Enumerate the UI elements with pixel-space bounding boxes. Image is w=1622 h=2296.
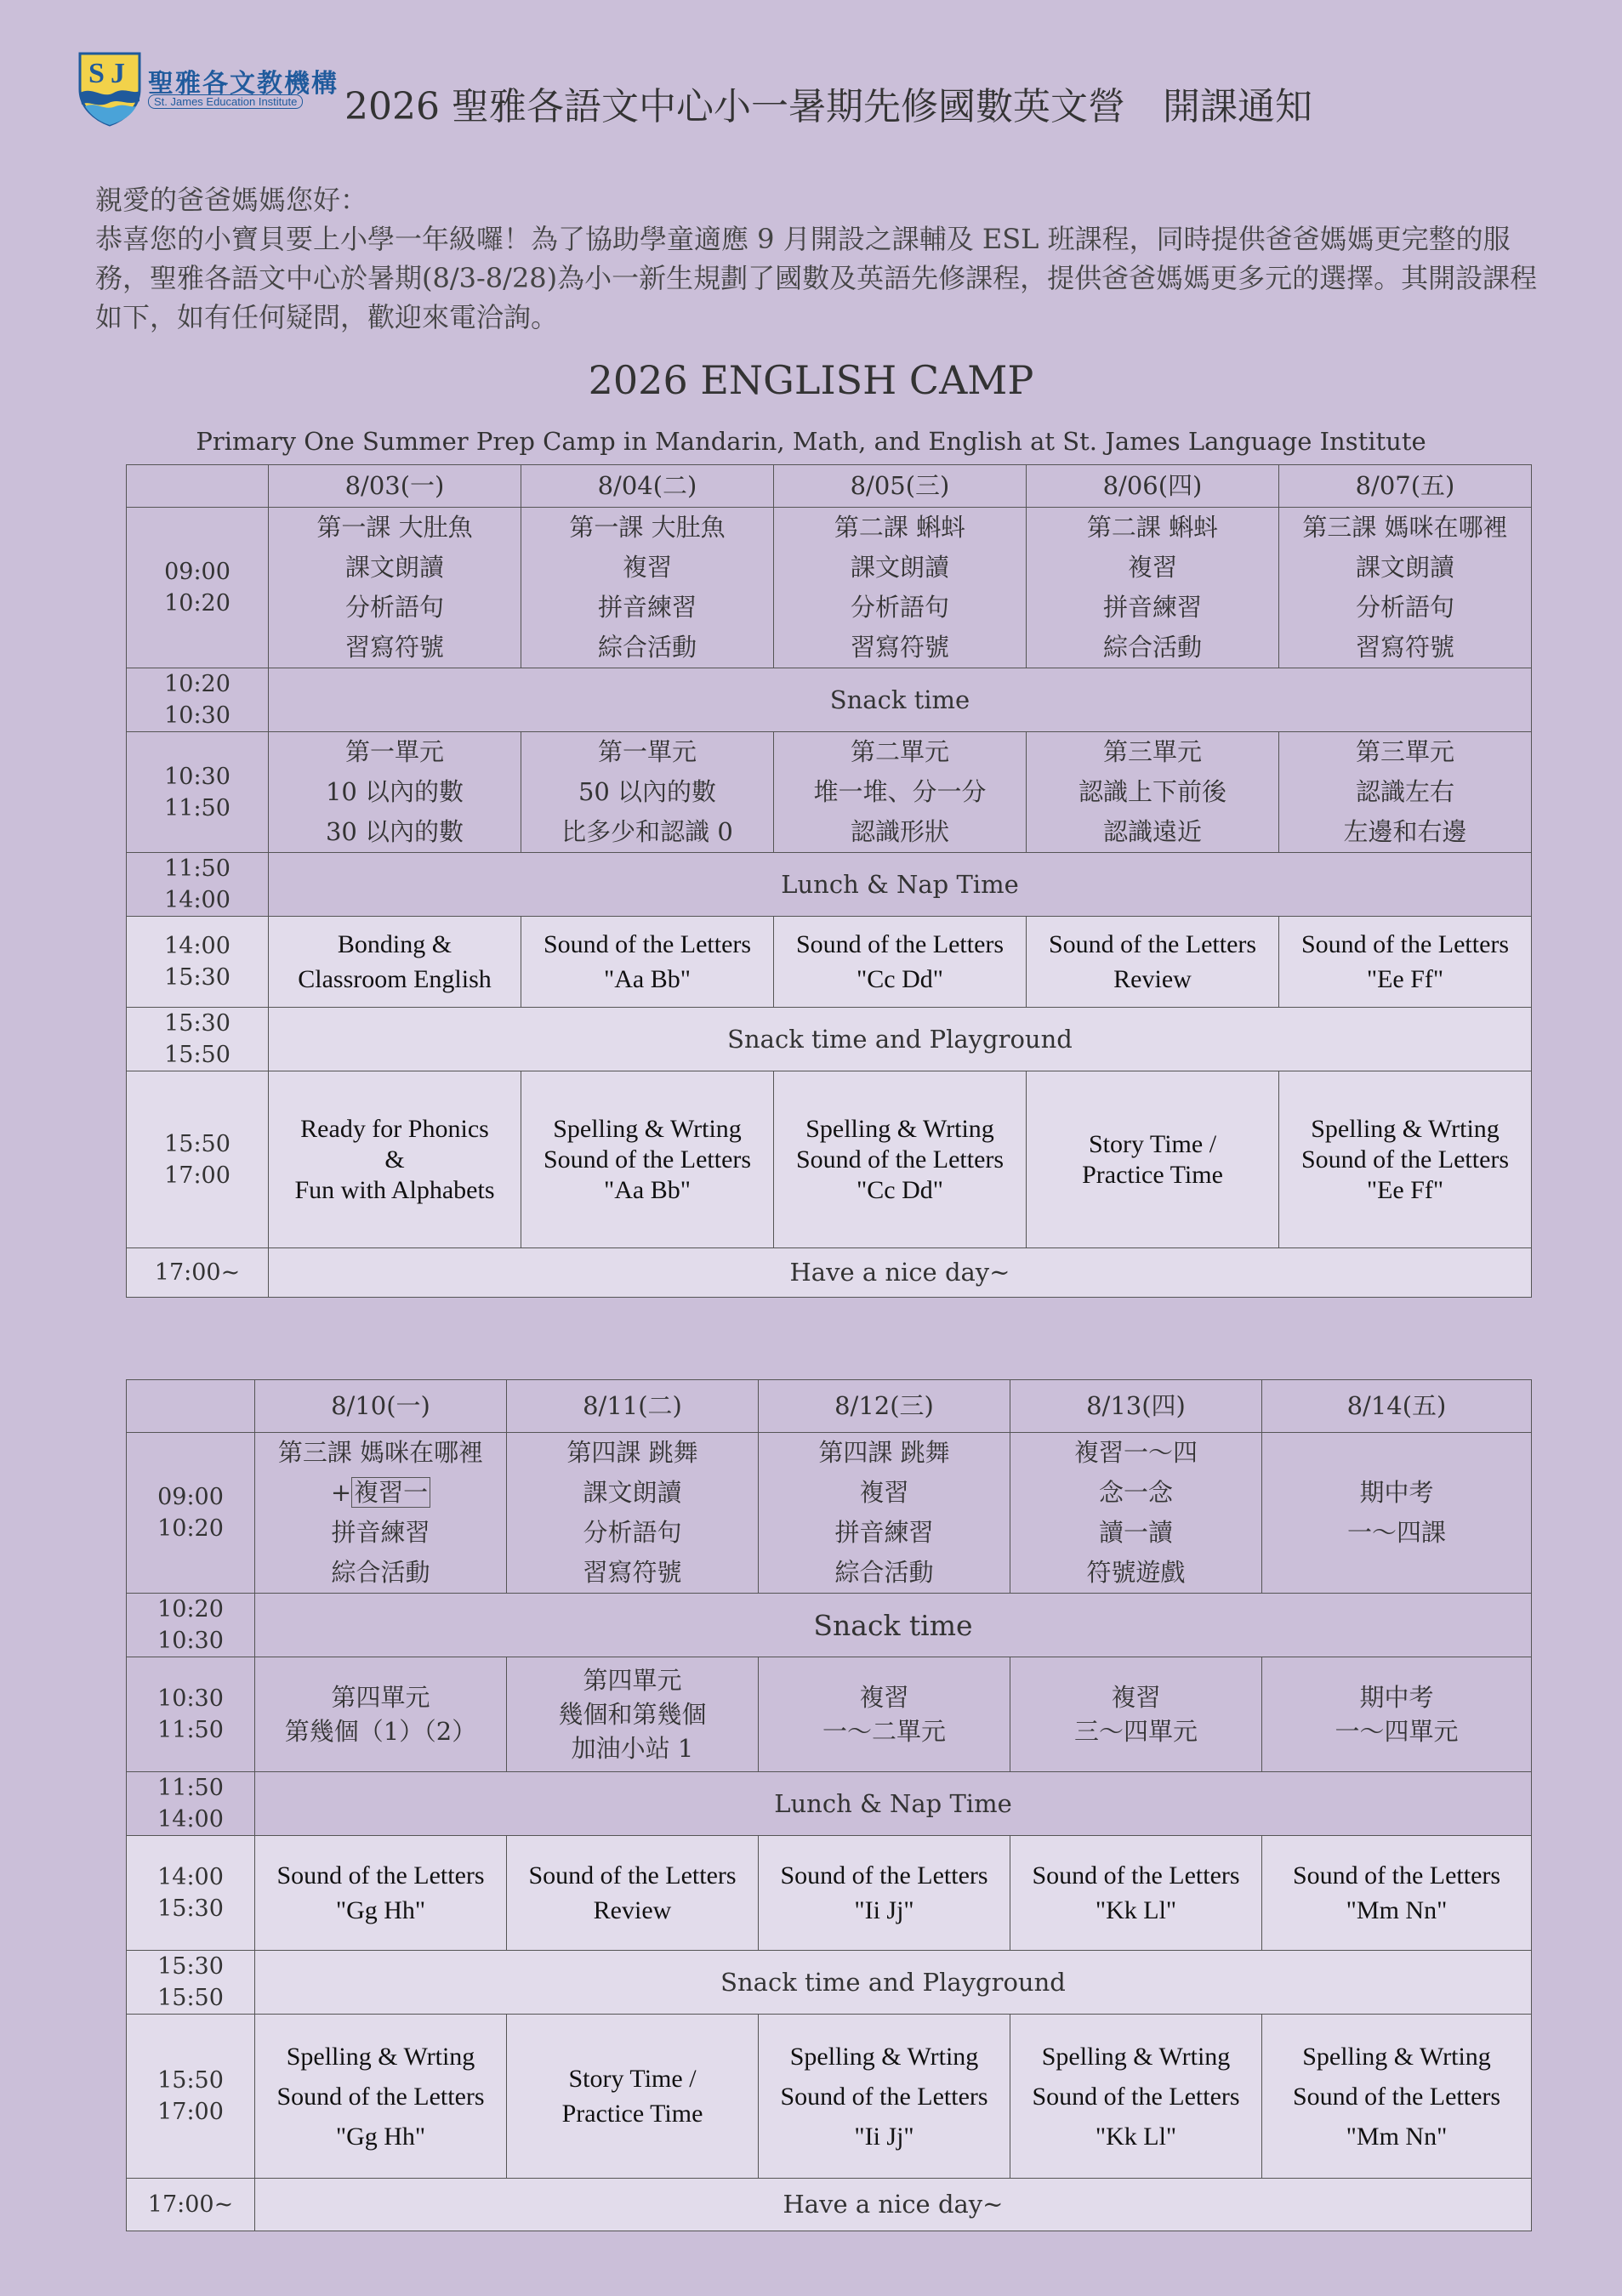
english-cell: Sound of the Letters "Aa Bb" [521,917,774,1008]
table-header-row [127,1380,1532,1433]
time-cell: 11:50 14:00 [127,1772,255,1836]
mandarin-cell: 第一課 大肚魚 複習 拼音練習 綜合活動 [521,508,774,668]
day-header: 8/07(五) [1279,465,1532,508]
math-cell: 第四單元 第幾個（1）（2） [255,1657,507,1772]
english-cell: Spelling & Wrting Sound of the Letters "Ii Jj" [759,2015,1010,2179]
time-cell: 11:50 14:00 [127,853,269,917]
day-header: 8/13(四) [1010,1380,1262,1433]
time-cell: 09:00 10:20 [127,508,269,668]
shield-logo-icon [77,50,143,127]
table-row [127,1657,1532,1772]
logo-chinese-name: 聖雅各文教機構 [148,69,339,99]
english-cell: Sound of the Letters "Ii Jj" [759,1836,1010,1951]
mandarin-cell: 第四課 跳舞 複習 拼音練習 綜合活動 [759,1433,1010,1594]
english-cell: Spelling & Wrting Sound of the Letters "Mm Nn" [1262,2015,1532,2179]
day-header: 8/10(一) [255,1380,507,1433]
math-cell: 第二單元 堆一堆、分一分 認識形狀 [774,732,1027,853]
page-title: 2026 聖雅各語文中心小一暑期先修國數英文營 開課通知 [344,85,1312,128]
day-header: 8/05(三) [774,465,1027,508]
mandarin-cell: 複習一～四 念一念 讀一讀 符號遊戲 [1010,1433,1262,1594]
english-cell: Story Time / Practice Time [1027,1071,1279,1248]
table-row [127,508,1532,668]
day-header: 8/04(二) [521,465,774,508]
table-header-row [127,465,1532,508]
closing-cell: Have a nice day~ [269,1248,1532,1298]
mandarin-cell: 第二課 蝌蚪 課文朗讀 分析語句 習寫符號 [774,508,1027,668]
time-cell: 10:20 10:30 [127,668,269,732]
time-cell: 15:30 15:50 [127,1951,255,2015]
english-cell: Spelling & Wrting Sound of the Letters "Kk Ll" [1010,2015,1262,2179]
time-cell: 10:30 11:50 [127,732,269,853]
time-cell: 17:00~ [127,2179,255,2231]
table-row [127,1433,1532,1594]
table-row [127,1248,1532,1298]
day-header: 8/03(一) [269,465,521,508]
corner-cell [127,465,269,508]
english-cell: Spelling & Wrting Sound of the Letters "Ee Ff" [1279,1071,1532,1248]
time-cell: 10:30 11:50 [127,1657,255,1772]
intro-body: 恭喜您的小寶貝要上小學一年級囉！為了協助學童適應 9 月開設之課輔及 ESL 班課程，同時提供爸爸媽媽更完整的服務，聖雅各語文中心於暑期(8/3-8/28)為小一新生規劃了國數及英語先修課程，提供爸爸媽媽更多元的選擇。其開設課程如下，如有任何疑問，歡迎來電洽詢。 [95,223,1538,333]
table-row [127,1772,1532,1836]
table-row [127,2179,1532,2231]
english-cell: Sound of the Letters "Cc Dd" [774,917,1027,1008]
time-cell: 14:00 15:30 [127,1836,255,1951]
english-cell: Story Time / Practice Time [507,2015,759,2179]
logo-english-name: St. James Education Institute [148,94,303,109]
institute-logo [77,47,339,128]
week2-schedule-table [126,1379,1532,2231]
snack-time-cell: Snack time [269,668,1532,732]
svg-text:J: J [111,58,125,89]
math-cell: 第三單元 認識左右 左邊和右邊 [1279,732,1532,853]
english-cell: Ready for Phonics & Fun with Alphabets [269,1071,521,1248]
corner-cell [127,1380,255,1433]
intro-greeting: 親愛的爸爸媽媽您好： [95,184,368,216]
camp-title: 2026 ENGLISH CAMP [588,357,1034,403]
time-cell: 10:20 10:30 [127,1594,255,1657]
english-cell: Sound of the Letters Review [507,1836,759,1951]
snack-time-cell: Snack time [255,1594,1532,1657]
time-cell: 15:50 17:00 [127,1071,269,1248]
mandarin-cell: 第二課 蝌蚪 複習 拼音練習 綜合活動 [1027,508,1279,668]
math-cell: 複習 一～二單元 [759,1657,1010,1772]
table-row [127,1008,1532,1071]
lunch-cell: Lunch & Nap Time [255,1772,1532,1836]
time-cell: 15:30 15:50 [127,1008,269,1071]
math-cell: 第一單元 10 以內的數 30 以內的數 [269,732,521,853]
intro-letter [95,180,1558,337]
mandarin-cell: 第四課 跳舞 課文朗讀 分析語句 習寫符號 [507,1433,759,1594]
english-cell: Sound of the Letters "Ee Ff" [1279,917,1532,1008]
math-cell: 第四單元 幾個和第幾個 加油小站 1 [507,1657,759,1772]
closing-cell: Have a nice day~ [255,2179,1532,2231]
snack-playground-cell: Snack time and Playground [269,1008,1532,1071]
math-cell: 複習 三～四單元 [1010,1657,1262,1772]
camp-subtitle: Primary One Summer Prep Camp in Mandarin, Math, and English at St. James Language Institute [196,427,1426,456]
page-header [77,47,1591,140]
english-cell: Bonding & Classroom English [269,917,521,1008]
table-row [127,1836,1532,1951]
mandarin-cell: 第一課 大肚魚 課文朗讀 分析語句 習寫符號 [269,508,521,668]
lunch-cell: Lunch & Nap Time [269,853,1532,917]
english-cell: Sound of the Letters "Gg Hh" [255,1836,507,1951]
math-cell: 第一單元 50 以內的數 比多少和認識 0 [521,732,774,853]
table-row [127,668,1532,732]
mandarin-cell: 第三課 媽咪在哪裡 課文朗讀 分析語句 習寫符號 [1279,508,1532,668]
boxed-review-label: 複習一 [351,1477,430,1508]
english-cell: Sound of the Letters "Mm Nn" [1262,1836,1532,1951]
table-row [127,917,1532,1008]
table-row [127,853,1532,917]
table-row [127,2015,1532,2179]
table-row [127,1071,1532,1248]
time-cell: 14:00 15:30 [127,917,269,1008]
table-row [127,1951,1532,2015]
mandarin-cell: 第三課 媽咪在哪裡 + 複習一 拼音練習 綜合活動 [255,1433,507,1594]
english-cell: Sound of the Letters Review [1027,917,1279,1008]
english-cell: Sound of the Letters "Kk Ll" [1010,1836,1262,1951]
table-row [127,732,1532,853]
week1-schedule-table [126,464,1532,1298]
day-header: 8/06(四) [1027,465,1279,508]
mandarin-cell: 期中考 一～四課 [1262,1433,1532,1594]
math-cell: 期中考 一～四單元 [1262,1657,1532,1772]
english-cell: Spelling & Wrting Sound of the Letters "Aa Bb" [521,1071,774,1248]
day-header: 8/12(三) [759,1380,1010,1433]
time-cell: 15:50 17:00 [127,2015,255,2179]
time-cell: 17:00~ [127,1248,269,1298]
math-cell: 第三單元 認識上下前後 認識遠近 [1027,732,1279,853]
snack-playground-cell: Snack time and Playground [255,1951,1532,2015]
day-header: 8/14(五) [1262,1380,1532,1433]
english-cell: Spelling & Wrting Sound of the Letters "Gg Hh" [255,2015,507,2179]
time-cell: 09:00 10:20 [127,1433,255,1594]
english-cell: Spelling & Wrting Sound of the Letters "Cc Dd" [774,1071,1027,1248]
svg-text:S: S [88,58,105,89]
day-header: 8/11(二) [507,1380,759,1433]
table-row [127,1594,1532,1657]
